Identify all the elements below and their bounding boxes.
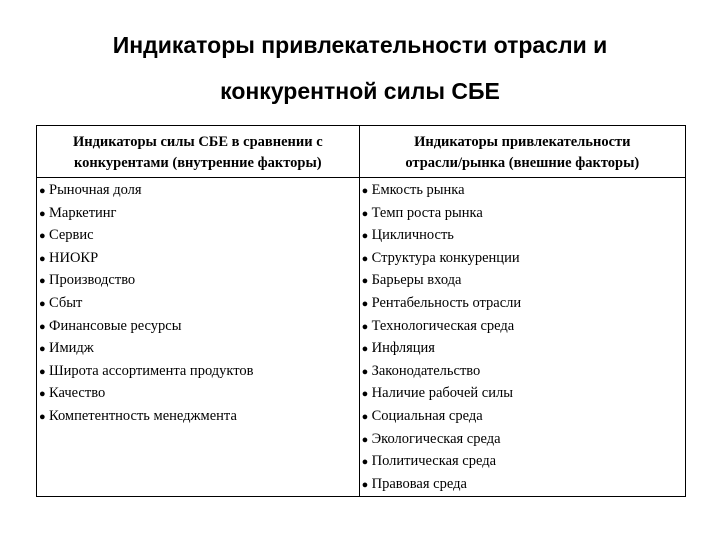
bullet-icon: ● bbox=[39, 343, 46, 356]
list-item bbox=[362, 361, 685, 384]
bullet-icon: ● bbox=[39, 207, 46, 220]
list-item-label: Рыночная доля bbox=[49, 182, 142, 198]
list-item-label: Темп роста рынка bbox=[371, 204, 483, 221]
bullet-icon: ● bbox=[361, 433, 369, 446]
list-item bbox=[39, 225, 359, 248]
list-item bbox=[39, 338, 359, 361]
list-item bbox=[362, 451, 685, 474]
list-item-label: Производство bbox=[49, 272, 136, 289]
list-item-label: Законодательство bbox=[371, 362, 481, 379]
list-item-label: Сбыт bbox=[49, 294, 83, 311]
bullet-icon: ● bbox=[39, 320, 46, 333]
list-item-label: Цикличность bbox=[371, 227, 454, 244]
page-title-line-1: Индикаторы привлекательности отрасли и bbox=[112, 32, 608, 58]
list-item bbox=[362, 429, 685, 452]
list-item bbox=[362, 406, 685, 429]
list-item bbox=[362, 293, 685, 316]
header-external-line-1: Индикаторы привлекательности bbox=[414, 134, 631, 150]
bullet-icon: ● bbox=[361, 207, 369, 220]
list-item-label: НИОКР bbox=[49, 249, 99, 266]
bullet-icon: ● bbox=[361, 410, 369, 423]
external-factors-cell bbox=[359, 178, 685, 497]
list-item-label: Социальная среда bbox=[371, 407, 483, 424]
list-item-label: Барьеры входа bbox=[371, 272, 462, 289]
list-item bbox=[39, 293, 359, 316]
list-item bbox=[39, 361, 359, 384]
external-factors-list bbox=[360, 180, 685, 496]
list-item-label: Сервис bbox=[49, 227, 94, 244]
bullet-icon: ● bbox=[361, 456, 369, 469]
list-item bbox=[362, 316, 685, 339]
bullet-icon: ● bbox=[361, 365, 369, 378]
list-item bbox=[362, 383, 685, 406]
bullet-icon: ● bbox=[361, 343, 369, 356]
list-item bbox=[39, 248, 359, 271]
bullet-icon: ● bbox=[361, 185, 369, 197]
bullet-icon: ● bbox=[39, 410, 46, 423]
bullet-icon: ● bbox=[361, 252, 369, 265]
list-item bbox=[362, 248, 685, 271]
list-item bbox=[362, 180, 685, 203]
list-item-label: Маркетинг bbox=[49, 204, 117, 221]
internal-factors-cell bbox=[37, 178, 360, 497]
list-item bbox=[39, 180, 359, 203]
header-external-line-2: отрасли/рынка (внешние факторы) bbox=[405, 155, 640, 171]
internal-factors-list bbox=[37, 180, 359, 429]
list-item-label: Финансовые ресурсы bbox=[49, 317, 182, 334]
bullet-icon: ● bbox=[39, 297, 46, 310]
bullet-icon: ● bbox=[39, 275, 46, 288]
indicators-table bbox=[36, 125, 686, 497]
body-row bbox=[37, 178, 686, 497]
bullet-icon: ● bbox=[361, 275, 369, 288]
header-internal-line-2: конкурентами (внутренние факторы) bbox=[73, 155, 322, 171]
bullet-icon: ● bbox=[39, 230, 46, 243]
list-item bbox=[362, 474, 685, 497]
list-item bbox=[39, 203, 359, 226]
header-internal-factors bbox=[37, 126, 360, 178]
list-item-label: Инфляция bbox=[371, 340, 435, 357]
bullet-icon: ● bbox=[361, 320, 369, 333]
header-row bbox=[37, 126, 686, 178]
header-internal-line-1: Индикаторы силы СБЕ в сравнении с bbox=[72, 134, 323, 150]
list-item-label: Имидж bbox=[49, 340, 94, 357]
bullet-icon: ● bbox=[361, 297, 369, 310]
list-item bbox=[39, 316, 359, 339]
list-item bbox=[39, 383, 359, 406]
bullet-icon: ● bbox=[361, 388, 369, 401]
list-item-label: Технологическая среда bbox=[371, 317, 515, 334]
bullet-icon: ● bbox=[39, 365, 46, 378]
bullet-icon: ● bbox=[361, 230, 369, 243]
list-item bbox=[39, 406, 359, 429]
list-item-label: Структура конкуренции bbox=[371, 249, 520, 266]
list-item-label: Качество bbox=[49, 385, 106, 402]
header-external-factors bbox=[359, 126, 685, 178]
list-item-label: Рентабельность отрасли bbox=[371, 294, 522, 311]
list-item-label: Широта ассортимента продуктов bbox=[49, 362, 254, 379]
list-item-label: Правовая среда bbox=[371, 475, 467, 492]
bullet-icon: ● bbox=[361, 478, 369, 491]
bullet-icon: ● bbox=[39, 388, 46, 401]
list-item-label: Емкость рынка bbox=[371, 182, 465, 198]
list-item-label: Политическая среда bbox=[371, 453, 497, 470]
list-item bbox=[39, 270, 359, 293]
bullet-icon: ● bbox=[39, 185, 46, 197]
list-item-label: Экологическая среда bbox=[371, 430, 501, 447]
list-item bbox=[362, 203, 685, 226]
list-item bbox=[362, 338, 685, 361]
list-item bbox=[362, 225, 685, 248]
page-title-line-2: конкурентной силы СБЕ bbox=[220, 78, 500, 104]
list-item-label: Наличие рабочей силы bbox=[371, 385, 513, 402]
list-item bbox=[362, 270, 685, 293]
list-item-label: Компетентность менеджмента bbox=[49, 407, 237, 424]
bullet-icon: ● bbox=[39, 252, 46, 265]
